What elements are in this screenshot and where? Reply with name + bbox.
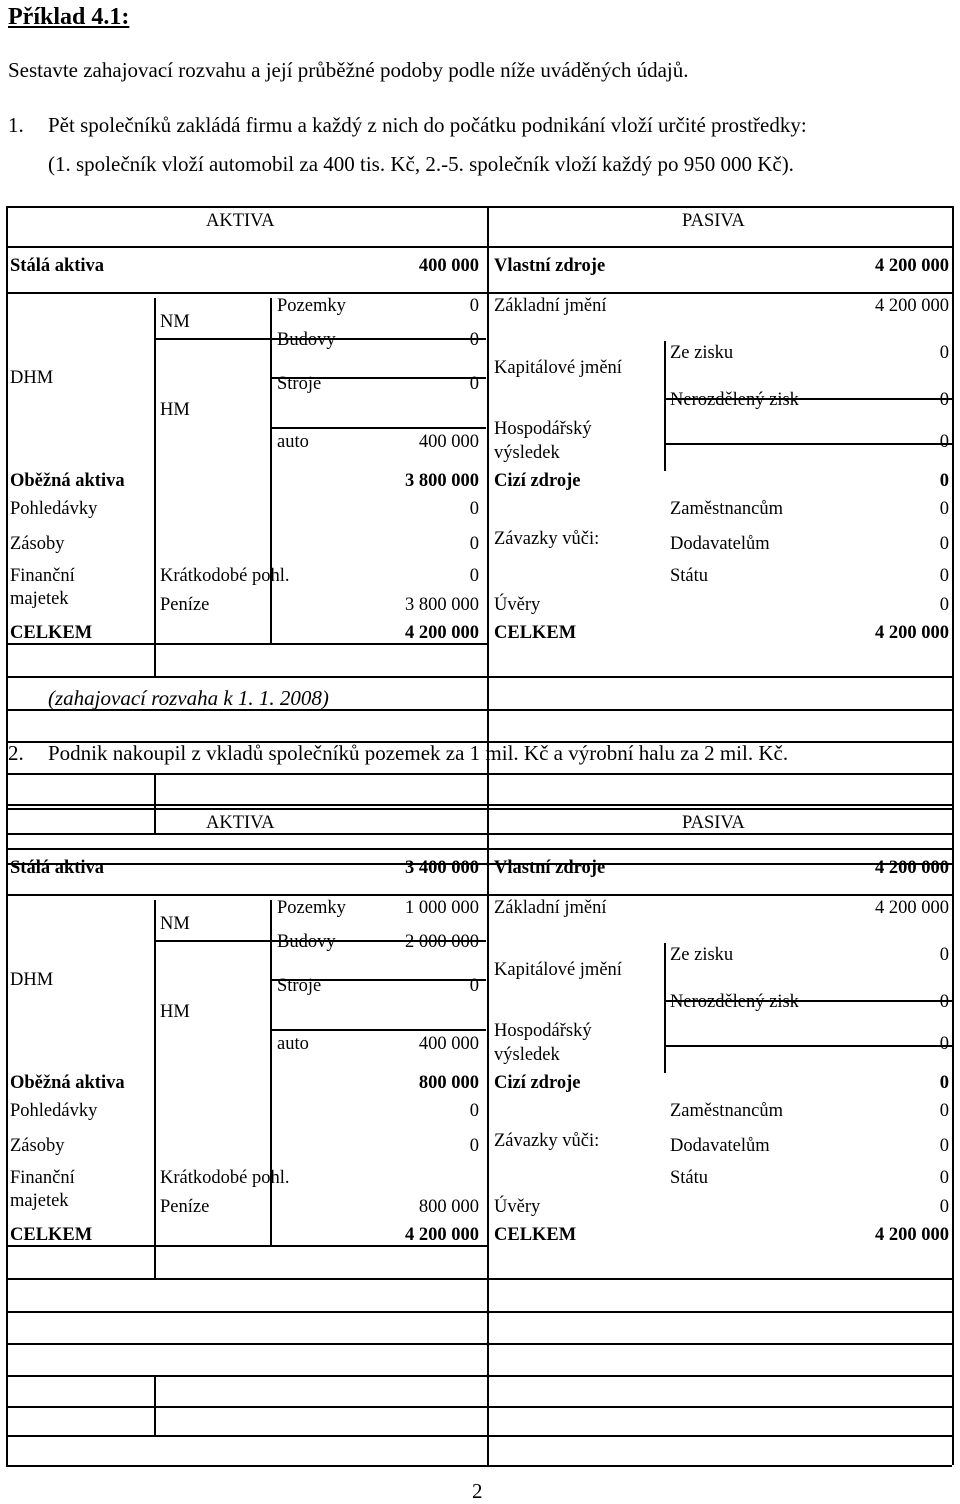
cell-stala-aktiva-val: 400 000 <box>418 256 479 276</box>
cell-ze-zisku-val: 0 <box>939 945 949 965</box>
table-rule-v <box>487 808 489 1465</box>
table-rule-v <box>154 298 156 676</box>
cell-kapitalove-jmeni: Kapitálové jmění <box>494 960 622 980</box>
table-rule-h <box>6 1343 952 1345</box>
cell-kratkodobe-val: 0 <box>469 566 479 586</box>
cell-zamestnancum-val: 0 <box>939 1101 949 1121</box>
table-rule-h <box>6 1465 952 1467</box>
table-rule-h <box>6 206 952 208</box>
cell-nerozdeleny-zisk-val: 0 <box>939 390 949 410</box>
cell-celkem-p-val: 4 200 000 <box>875 623 949 643</box>
cell-kapitalove-jmeni: Kapitálové jmění <box>494 358 622 378</box>
table-rule-h <box>6 246 952 248</box>
page-heading: Příklad 4.1: <box>8 4 130 30</box>
cell-hv1: Hospodářský <box>494 1021 592 1041</box>
cell-majetek: majetek <box>10 1191 69 1211</box>
cell-hv-val: 0 <box>939 432 949 452</box>
table-rule-v <box>270 298 272 643</box>
cell-zakladni-jmeni: Základní jmění <box>494 296 607 316</box>
table-rule-h <box>664 1045 952 1047</box>
cell-zasoby-val: 0 <box>469 1136 479 1156</box>
step-2-number: 2. <box>8 741 24 765</box>
cell-aktiva: AKTIVA <box>206 813 275 833</box>
cell-zakladni-jmeni: Základní jmění <box>494 898 607 918</box>
cell-stala-aktiva: Stálá aktiva <box>10 858 105 878</box>
table-rule-h <box>6 773 952 775</box>
cell-auto-val: 400 000 <box>418 432 479 452</box>
cell-auto: auto <box>277 432 309 452</box>
cell-aktiva: AKTIVA <box>206 211 275 231</box>
cell-celkem-a-val: 4 200 000 <box>405 623 479 643</box>
cell-pohledavky: Pohledávky <box>10 499 98 519</box>
cell-nerozdeleny-zisk: Nerozdělený zisk <box>670 390 799 410</box>
cell-financni: Finanční <box>10 1168 75 1188</box>
cell-penize: Peníze <box>160 1197 210 1217</box>
cell-dodavatelum-val: 0 <box>939 534 949 554</box>
cell-obezna-aktiva-val: 800 000 <box>418 1073 479 1093</box>
cell-dodavatelum: Dodavatelům <box>670 534 770 554</box>
cell-dhm: DHM <box>10 368 54 388</box>
page-number: 2 <box>472 1479 483 1503</box>
table-rule-v <box>952 206 954 863</box>
cell-zavazky-vuci: Závazky vůči: <box>494 1131 600 1151</box>
table-rule-v <box>6 808 8 1465</box>
cell-dodavatelum-val: 0 <box>939 1136 949 1156</box>
step-2-text: Podnik nakoupil z vkladů společníků pozemek za 1 mil. Kč a výrobní halu za 2 mil. Kč. <box>48 741 789 765</box>
cell-pohledavky-val: 0 <box>469 499 479 519</box>
cell-stala-aktiva-val: 3 400 000 <box>405 858 479 878</box>
cell-uvery-val: 0 <box>939 1197 949 1217</box>
cell-zakladni-jmeni-val: 4 200 000 <box>875 296 949 316</box>
cell-budovy-val: 0 <box>469 330 479 350</box>
table-rule-h <box>6 1278 952 1280</box>
cell-kratkodobe: Krátkodobé pohl. <box>160 1168 290 1188</box>
cell-nm: NM <box>160 312 190 332</box>
cell-statu: Státu <box>670 566 709 586</box>
cell-cizi-zdroje-val: 0 <box>939 471 949 491</box>
cell-uvery-val: 0 <box>939 595 949 615</box>
cell-stroje: Stroje <box>277 976 322 996</box>
cell-celkem-p: CELKEM <box>494 623 577 643</box>
cell-celkem-a-val: 4 200 000 <box>405 1225 479 1245</box>
table-rule-h <box>6 1311 952 1313</box>
cell-celkem-p: CELKEM <box>494 1225 577 1245</box>
table-rule-v <box>952 808 954 1465</box>
cell-obezna-aktiva: Oběžná aktiva <box>10 471 125 491</box>
cell-stala-aktiva: Stálá aktiva <box>10 256 105 276</box>
cell-cizi-zdroje: Cizí zdroje <box>494 1073 581 1093</box>
table-rule-v <box>270 900 272 1245</box>
cell-hm: HM <box>160 400 190 420</box>
cell-obezna-aktiva: Oběžná aktiva <box>10 1073 125 1093</box>
table-rule-h <box>664 443 952 445</box>
cell-nerozdeleny-zisk-val: 0 <box>939 992 949 1012</box>
cell-celkem-p-val: 4 200 000 <box>875 1225 949 1245</box>
cell-penize: Peníze <box>160 595 210 615</box>
cell-cizi-zdroje: Cizí zdroje <box>494 471 581 491</box>
cell-stroje-val: 0 <box>469 976 479 996</box>
table-rule-v <box>664 341 666 471</box>
cell-stroje-val: 0 <box>469 374 479 394</box>
balance-sheet-after-purchase <box>0 808 960 1260</box>
cell-ze-zisku: Ze zisku <box>670 945 734 965</box>
intro-text: Sestavte zahajovací rozvahu a její průběžné podoby podle níže uváděných údajů. <box>8 58 689 82</box>
table-rule-h <box>6 1435 952 1437</box>
cell-penize-val: 800 000 <box>418 1197 479 1217</box>
cell-zamestnancum: Zaměstnancům <box>670 1101 784 1121</box>
cell-hv2: výsledek <box>494 443 560 463</box>
cell-pozemky: Pozemky <box>277 898 346 918</box>
cell-ze-zisku: Ze zisku <box>670 343 734 363</box>
cell-celkem: CELKEM <box>10 623 93 643</box>
cell-kratkodobe: Krátkodobé pohl. <box>160 566 290 586</box>
cell-zakladni-jmeni-val: 4 200 000 <box>875 898 949 918</box>
cell-uvery: Úvěry <box>494 1197 541 1217</box>
cell-budovy-val: 2 000 000 <box>405 932 479 952</box>
cell-hv1: Hospodářský <box>494 419 592 439</box>
cell-vlastni-zdroje: Vlastní zdroje <box>494 858 606 878</box>
cell-statu-val: 0 <box>939 1168 949 1188</box>
table-rule-h <box>6 292 952 294</box>
table-rule-v <box>154 900 156 1278</box>
step-1-line-1: Pět společníků zakládá firmu a každý z nich do počátku podnikání vloží určité prostředky: <box>48 113 807 137</box>
table-caption: (zahajovací rozvaha k 1. 1. 2008) <box>48 686 329 710</box>
cell-dodavatelum: Dodavatelům <box>670 1136 770 1156</box>
cell-ze-zisku-val: 0 <box>939 343 949 363</box>
table-rule-h <box>6 676 952 678</box>
cell-budovy: Budovy <box>277 330 336 350</box>
table-rule-h <box>6 1375 952 1377</box>
cell-vlastni-zdroje: Vlastní zdroje <box>494 256 606 276</box>
cell-zasoby-val: 0 <box>469 534 479 554</box>
cell-pohledavky: Pohledávky <box>10 1101 98 1121</box>
cell-hv2: výsledek <box>494 1045 560 1065</box>
table-rule-h <box>6 1406 952 1408</box>
table-rule-h <box>6 804 952 806</box>
cell-pasiva: PASIVA <box>682 813 745 833</box>
table-rule-h <box>270 427 486 429</box>
cell-zamestnancum-val: 0 <box>939 499 949 519</box>
cell-statu-val: 0 <box>939 566 949 586</box>
cell-vlastni-zdroje-val: 4 200 000 <box>875 858 949 878</box>
cell-pohledavky-val: 0 <box>469 1101 479 1121</box>
cell-zamestnancum: Zaměstnancům <box>670 499 784 519</box>
cell-budovy: Budovy <box>277 932 336 952</box>
cell-uvery: Úvěry <box>494 595 541 615</box>
balance-sheet-opening <box>0 206 960 658</box>
cell-auto: auto <box>277 1034 309 1054</box>
cell-pozemky: Pozemky <box>277 296 346 316</box>
cell-pozemky-val: 1 000 000 <box>405 898 479 918</box>
cell-pozemky-val: 0 <box>469 296 479 316</box>
cell-financni: Finanční <box>10 566 75 586</box>
cell-vlastni-zdroje-val: 4 200 000 <box>875 256 949 276</box>
cell-dhm: DHM <box>10 970 54 990</box>
cell-penize-val: 3 800 000 <box>405 595 479 615</box>
cell-nm: NM <box>160 914 190 934</box>
cell-majetek: majetek <box>10 589 69 609</box>
cell-stroje: Stroje <box>277 374 322 394</box>
table-rule-h <box>6 808 952 810</box>
step-1-number: 1. <box>8 113 24 137</box>
table-rule-h <box>6 848 952 850</box>
cell-obezna-aktiva-val: 3 800 000 <box>405 471 479 491</box>
table-rule-v <box>154 1375 156 1435</box>
cell-hv-val: 0 <box>939 1034 949 1054</box>
cell-nerozdeleny-zisk: Nerozdělený zisk <box>670 992 799 1012</box>
table-rule-h <box>6 894 952 896</box>
table-rule-h <box>270 1029 486 1031</box>
cell-auto-val: 400 000 <box>418 1034 479 1054</box>
cell-zavazky-vuci: Závazky vůči: <box>494 529 600 549</box>
cell-celkem: CELKEM <box>10 1225 93 1245</box>
step-1-line-2: (1. společník vloží automobil za 400 tis. Kč, 2.-5. společník vloží každý po 950 000 Kč). <box>48 152 794 176</box>
cell-hm: HM <box>160 1002 190 1022</box>
cell-cizi-zdroje-val: 0 <box>939 1073 949 1093</box>
table-rule-v <box>664 943 666 1073</box>
cell-zasoby: Zásoby <box>10 1136 65 1156</box>
cell-zasoby: Zásoby <box>10 534 65 554</box>
cell-pasiva: PASIVA <box>682 211 745 231</box>
cell-statu: Státu <box>670 1168 709 1188</box>
